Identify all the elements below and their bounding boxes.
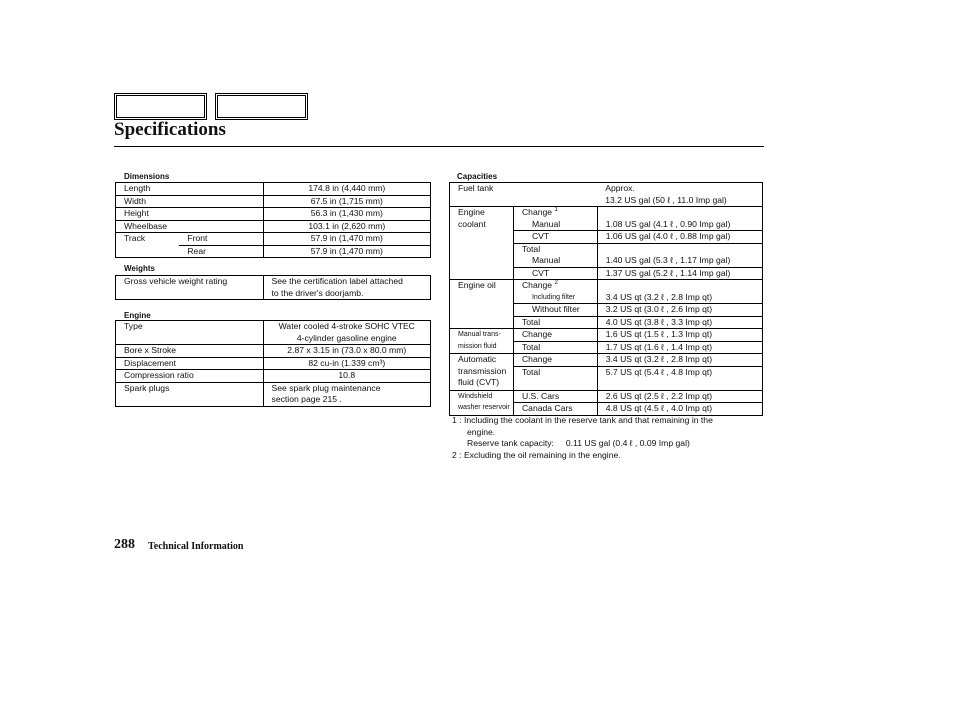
- table-row: [450, 390, 763, 403]
- weights-heading: Weights: [124, 264, 155, 273]
- coolant-label-line-2: coolant: [458, 218, 486, 229]
- atf-label-line-2: transmission: [458, 365, 507, 376]
- page-number: 288: [114, 537, 135, 552]
- washer-canada-value: 4.8 US qt (4.5 ℓ , 4.0 Imp qt): [597, 403, 762, 416]
- compression-value: 10.8: [263, 370, 430, 383]
- atf-label-line-3: fluid (CVT): [458, 377, 500, 387]
- rear-label: Rear: [179, 245, 263, 258]
- gvwr-line-1: See the certification label attached: [271, 276, 403, 286]
- table-row: [116, 183, 431, 196]
- oil-total-label: Total: [513, 316, 597, 329]
- mtf-total-label: Total: [513, 341, 597, 354]
- table-row: [450, 280, 763, 292]
- table-row: [116, 321, 431, 345]
- compression-label: Compression ratio: [116, 370, 264, 383]
- atf-label: [450, 354, 514, 391]
- reserve-tank-value: 0.11 US gal (0.4 ℓ , 0.09 Imp gal): [565, 438, 690, 448]
- table-row: [116, 357, 431, 370]
- track-label: Track: [116, 233, 180, 246]
- coolant-change-manual-value: 1.08 US gal (4.1 ℓ , 0.90 Imp gal): [597, 219, 762, 231]
- footnote-1-marker: 1 :: [452, 415, 462, 425]
- washer-label-line-2: washer reservoir: [458, 404, 510, 411]
- gvwr-label: Gross vehicle weight rating: [116, 276, 264, 300]
- atf-label-line-1: Automatic: [458, 354, 497, 364]
- atf-change-label: Change: [513, 354, 597, 367]
- footnote-ref-1: 1: [554, 207, 558, 213]
- footnote-1-line-2: engine.: [467, 426, 496, 437]
- engine-heading: Engine: [124, 311, 151, 320]
- footnote-1-line-3: [452, 438, 713, 450]
- coolant-total-manual-label: Manual: [513, 255, 597, 267]
- washer-label: [450, 390, 514, 415]
- footnote-ref-2: 2: [554, 280, 558, 286]
- fuel-tank-line-2: 13.2 US gal (50 ℓ , 11.0 Imp gal): [605, 194, 727, 205]
- coolant-label-line-1: Engine: [458, 207, 485, 217]
- height-value: 56.3 in (1,430 mm): [263, 208, 430, 221]
- wheelbase-value: 103.1 in (2,620 mm): [263, 220, 430, 233]
- gvwr-value: [263, 276, 431, 300]
- atf-change-value: 3.4 US qt (3.2 ℓ , 2.8 Imp qt): [597, 354, 762, 367]
- washer-canada-label: Canada Cars: [513, 403, 597, 416]
- oil-including-filter-value: 3.4 US qt (3.2 ℓ , 2.8 Imp qt): [597, 292, 762, 304]
- coolant-total-cvt-value: 1.37 US gal (5.2 ℓ , 1.14 Imp gal): [597, 267, 762, 280]
- mtf-label-line-2: mission fluid: [458, 342, 497, 350]
- length-label: Length: [116, 183, 264, 196]
- spark-plugs-line-2: section page 215 .: [271, 394, 342, 404]
- width-label: Width: [116, 195, 264, 208]
- coolant-change-manual-label: Manual: [513, 219, 597, 231]
- wheelbase-label: Wheelbase: [116, 220, 264, 233]
- washer-us-label: U.S. Cars: [513, 390, 597, 403]
- type-value: [263, 321, 430, 345]
- oil-without-filter-value: 3.2 US qt (3.0 ℓ , 2.6 Imp qt): [597, 304, 762, 317]
- width-value: 67.5 in (1,715 mm): [263, 195, 430, 208]
- table-row: [450, 207, 763, 219]
- oil-change-label: [513, 280, 597, 292]
- type-line-2: 4-cylinder gasoline engine: [296, 332, 397, 343]
- table-row: [116, 370, 431, 383]
- change-text: Change: [521, 280, 553, 290]
- table-row: [450, 354, 763, 367]
- rear-value: 57.9 in (1,470 mm): [263, 245, 430, 258]
- table-row: [116, 233, 431, 246]
- engine-oil-label: Engine oil: [450, 280, 514, 329]
- front-label: Front: [179, 233, 263, 246]
- washer-us-value: 2.6 US qt (2.5 ℓ , 2.2 Imp qt): [597, 390, 762, 403]
- coolant-total-manual-value: 1.40 US gal (5.3 ℓ , 1.17 Imp gal): [597, 255, 762, 267]
- fuel-tank-line-1: Approx.: [605, 183, 635, 193]
- footnote-1-line-1: Including the coolant in the reserve tank and that remaining in the: [463, 415, 713, 425]
- height-label: Height: [116, 208, 264, 221]
- header-tab-box-2: [215, 93, 308, 120]
- capacities-table: [449, 182, 763, 416]
- reserve-tank-label: Reserve tank capacity:: [467, 438, 554, 448]
- oil-total-value: 4.0 US qt (3.8 ℓ , 3.3 Imp qt): [597, 316, 762, 329]
- engine-table: [115, 320, 431, 407]
- table-row: [116, 195, 431, 208]
- table-row: [116, 276, 431, 300]
- coolant-change-label: [513, 207, 597, 219]
- footnote-2-line-1: Excluding the oil remaining in the engine.: [463, 449, 621, 460]
- spark-plugs-line-1: See spark plug maintenance: [271, 382, 381, 393]
- footnote-2: [452, 450, 713, 462]
- atf-total-label: Total: [513, 366, 597, 390]
- title-rule: [114, 146, 764, 147]
- table-row: [116, 382, 431, 406]
- dimensions-table: [115, 182, 431, 258]
- displacement-value: 82 cu-in (1.339 cm³): [263, 357, 430, 370]
- oil-without-filter-label: Without filter: [513, 304, 597, 317]
- table-row: [116, 345, 431, 358]
- coolant-total-label: Total: [513, 243, 597, 255]
- footnote-1: [452, 415, 713, 427]
- spark-plugs-label: Spark plugs: [116, 382, 264, 406]
- header-tab-box-1: [114, 93, 207, 120]
- mtf-label-line-1: Manual trans-: [458, 331, 501, 338]
- section-name: Technical Information: [148, 541, 244, 552]
- table-row: [116, 245, 431, 258]
- footnote-2-marker: 2 :: [452, 449, 462, 460]
- length-value: 174.8 in (4,440 mm): [263, 183, 430, 196]
- type-label: Type: [116, 321, 264, 345]
- spark-plugs-value: [263, 382, 430, 406]
- mtf-label: [450, 329, 514, 354]
- footnotes: [452, 415, 713, 461]
- capacities-heading: Capacities: [457, 172, 498, 181]
- atf-total-value: 5.7 US qt (5.4 ℓ , 4.8 Imp qt): [597, 366, 762, 390]
- bore-value: 2.87 x 3.15 in (73.0 x 80.0 mm): [263, 345, 430, 358]
- mtf-total-value: 1.7 US qt (1.6 ℓ , 1.4 Imp qt): [597, 341, 762, 354]
- table-row: [116, 208, 431, 221]
- table-row: [116, 220, 431, 233]
- displacement-label: Displacement: [116, 357, 264, 370]
- bore-label: Bore x Stroke: [116, 345, 264, 358]
- mtf-change-value: 1.6 US qt (1.5 ℓ , 1.3 Imp qt): [597, 329, 762, 342]
- washer-label-line-1: Windshield: [458, 392, 493, 400]
- coolant-change-cvt-label: CVT: [513, 231, 597, 244]
- fuel-tank-value: [597, 183, 762, 207]
- table-row: [450, 329, 763, 342]
- coolant-total-cvt-label: CVT: [513, 267, 597, 280]
- coolant-change-cvt-value: 1.06 US gal (4.0 ℓ , 0.88 Imp gal): [597, 231, 762, 244]
- type-line-1: Water cooled 4-stroke SOHC VTEC: [278, 321, 415, 331]
- oil-including-filter-label: Including filter: [513, 292, 597, 304]
- dimensions-heading: Dimensions: [124, 172, 170, 181]
- coolant-label: [450, 207, 514, 280]
- page-title: Specifications: [114, 119, 226, 140]
- table-row: [450, 183, 763, 207]
- weights-table: [115, 275, 431, 300]
- gvwr-line-2: to the driver's doorjamb.: [271, 287, 364, 298]
- mtf-change-label: Change: [513, 329, 597, 342]
- fuel-tank-label: Fuel tank: [450, 183, 598, 207]
- front-value: 57.9 in (1,470 mm): [263, 233, 430, 246]
- change-text: Change: [521, 207, 553, 217]
